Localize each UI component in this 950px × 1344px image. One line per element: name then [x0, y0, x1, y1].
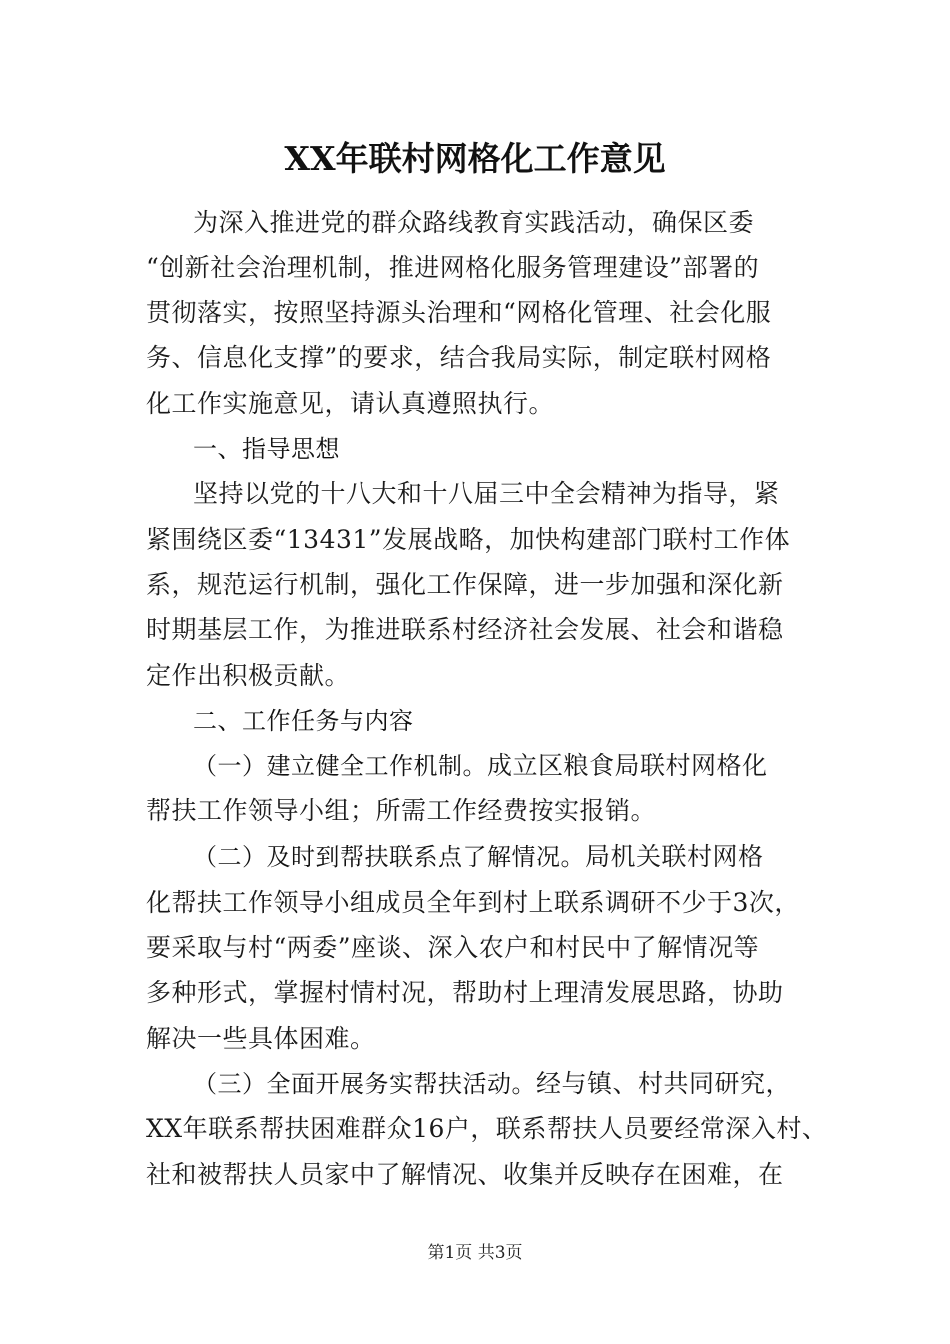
paragraph-line [146, 335, 771, 381]
paragraph-line [193, 200, 754, 246]
paragraph-line [146, 381, 554, 427]
line-text: 定作出积极贡献。 [146, 661, 351, 690]
line-text: 务、信息化支撑”的要求，结合我局实际，制定联村网格 [146, 343, 772, 372]
paragraph-line [146, 1152, 784, 1198]
subsection-lead: （三）全面开展务实帮扶活动。 [193, 1070, 536, 1098]
paragraph-line [146, 880, 800, 926]
line-text: 帮扶工作领导小组；所需工作经费按实报销。 [146, 796, 657, 825]
paragraph-line [146, 1106, 827, 1152]
paragraph-line [146, 245, 759, 291]
line-text: 化工作实施意见，请认真遵照执行。 [146, 389, 555, 418]
paragraph-line [146, 653, 350, 699]
paragraph-line [193, 1061, 791, 1107]
line-text: 经与镇、村共同研究， [536, 1069, 792, 1098]
line-text: 化帮扶工作领导小组成员全年到村上联系调研不少于3次， [146, 888, 800, 917]
paragraph-line [146, 607, 784, 653]
line-text: 要采取与村“两委”座谈、深入农户和村民中了解情况等 [146, 933, 760, 962]
paragraph-line [193, 743, 768, 789]
paragraph-line [146, 517, 790, 563]
section-heading [193, 426, 340, 472]
line-text: 系，规范运行机制，强化工作保障，进一步加强和深化新 [146, 570, 784, 599]
line-text: 多种形式，掌握村情村况，帮助村上理清发展思路，协助 [146, 978, 784, 1007]
line-text: 贯彻落实，按照坚持源头治理和“网格化管理、社会化服 [146, 298, 772, 327]
page-footer: 第1页 共3页 [427, 1243, 523, 1263]
subsection-lead: （二）及时到帮扶联系点了解情况。 [193, 843, 585, 871]
line-text: 时期基层工作，为推进联系村经济社会发展、社会和谐稳 [146, 615, 784, 644]
subsection-lead: （一）建立健全工作机制。 [193, 752, 487, 780]
line-text: “创新社会治理机制，推进网格化服务管理建设”部署的 [146, 253, 760, 282]
paragraph-line [193, 471, 780, 517]
heading-text: 二、工作任务与内容 [193, 707, 414, 735]
paragraph-line [193, 834, 764, 880]
paragraph-line [146, 970, 784, 1016]
section-heading [193, 698, 414, 744]
paragraph-line [146, 562, 784, 608]
line-text: 为深入推进党的群众路线教育实践活动，确保区委 [193, 208, 755, 237]
paragraph-line [146, 290, 771, 336]
heading-text: 一、指导思想 [193, 435, 340, 463]
line-text: 紧围绕区委“13431”发展战略，加快构建部门联村工作体 [146, 525, 791, 554]
line-text: XX年联系帮扶困难群众16户，联系帮扶人员要经常深入村、 [146, 1114, 828, 1143]
paragraph-line [146, 925, 759, 971]
line-text: 成立区粮食局联村网格化 [487, 751, 768, 780]
paragraph-line [146, 1016, 376, 1062]
line-text: 局机关联村网格 [585, 842, 764, 871]
document-title: XX年联村网格化工作意见 [284, 139, 666, 178]
paragraph-line [146, 788, 656, 834]
line-text: 坚持以党的十八大和十八届三中全会精神为指导，紧 [193, 479, 780, 508]
line-text: 解决一些具体困难。 [146, 1024, 376, 1053]
line-text: 社和被帮扶人员家中了解情况、收集并反映存在困难，在 [146, 1160, 784, 1189]
